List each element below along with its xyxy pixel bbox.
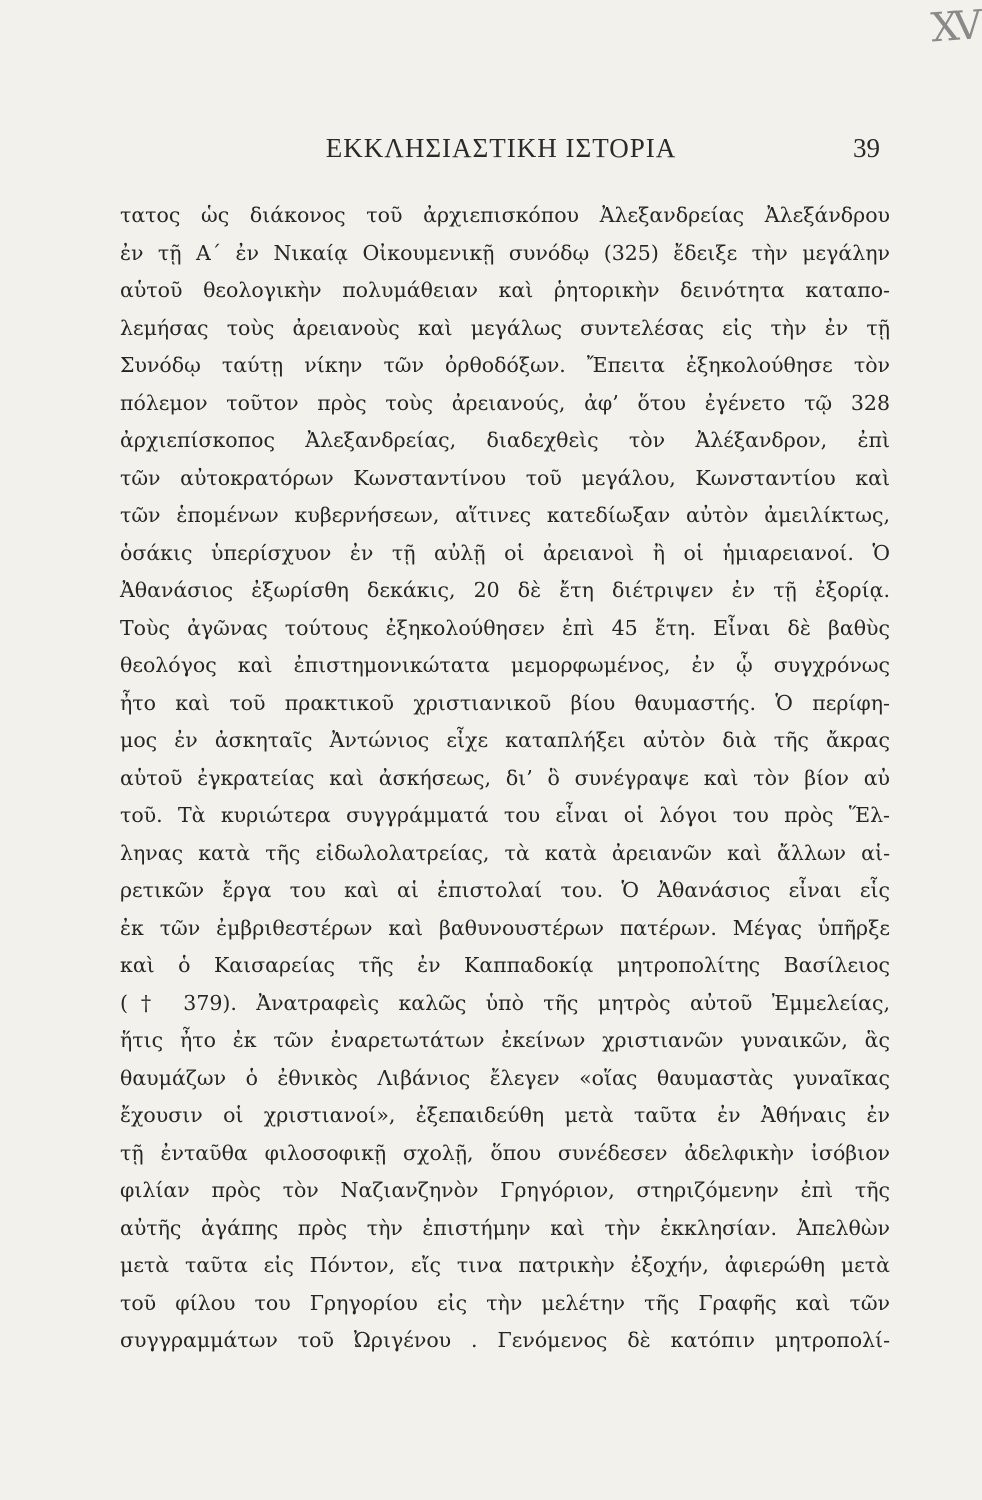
text-line: τῶν ἑπομένων κυβερνήσεων, αἵτινες κατεδίωξαν αὐτὸν ἀμειλίκτως, — [120, 503, 890, 527]
text-line: ἐν τῇ Α΄ ἐν Νικαίᾳ Οἰκουμενικῇ συνόδῳ (325) ἔδειξε τὴν μεγάλην — [120, 240, 890, 265]
text-line: Συνόδῳ ταύτῃ νίκην τῶν ὀρθοδόξων. Ἔπειτα ἐξηκολούθησε τὸν — [120, 353, 890, 377]
text-line: θαυμάζων ὁ ἐθνικὸς Λιβάνιος ἔλεγεν «οἵας θαυμαστὰς γυναῖκας — [120, 1065, 890, 1090]
text-line: θεολόγος καὶ ἐπιστημονικώτατα μεμορφωμένος, ἐν ᾧ συγχρόνως — [120, 653, 890, 677]
text-line: μετὰ ταῦτα εἰς Πόντον, εἴς τινα πατρικὴν ἐξοχήν, ἀφιερώθη μετὰ — [120, 1253, 890, 1277]
text-line: ἔχουσιν οἱ χριστιανοί», ἐξεπαιδεύθη μετὰ ταῦτα ἐν Ἀθήναις ἐν — [120, 1103, 890, 1127]
text-line: τοῦ φίλου του Γρηγορίου εἰς τὴν μελέτην τῆς Γραφῆς καὶ τῶν — [120, 1290, 890, 1315]
text-line: αὑτοῦ ἐγκρατείας καὶ ἀσκήσεως, δι’ ὃ συνέγραψε καὶ τὸν βίον αὐ — [120, 765, 890, 790]
text-line: συγγραμμάτων τοῦ Ὠριγένου . Γενόμενος δὲ κατόπιν μητροπολί- — [120, 1328, 890, 1352]
running-title: ΕΚΚΛΗΣΙΑΣΤΙΚΗ ΙΣΤΟΡΙΑ — [325, 133, 677, 163]
text-line: ἀρχιεπίσκοπος Ἀλεξανδρείας, διαδεχθεὶς τὸν Ἀλέξανδρον, ἐπὶ — [120, 428, 890, 452]
text-line: λεμήσας τοὺς ἀρειανοὺς καὶ μεγάλως συντελέσας εἰς τὴν ἐν τῇ — [120, 315, 890, 340]
body-text — [120, 197, 890, 1360]
text-line: († 379). Ἀνατραφεὶς καλῶς ὑπὸ τῆς μητρὸς αὐτοῦ Ἐμμελείας, — [120, 990, 890, 1015]
text-line: ρετικῶν ἔργα του καὶ αἱ ἐπιστολαί του. Ὁ Ἀθανάσιος εἶναι εἷς — [120, 878, 890, 902]
text-line: τατος ὡς διάκονος τοῦ ἀρχιεπισκόπου Ἀλεξανδρείας Ἀλεξάνδρου — [120, 203, 890, 227]
text-line: ἐκ τῶν ἐμβριθεστέρων καὶ βαθυνουστέρων πατέρων. Μέγας ὑπῆρξε — [120, 915, 890, 940]
text-line: τοῦ. Τὰ κυριώτερα συγγράμματά του εἶναι οἱ λόγοι του πρὸς Ἕλ- — [120, 803, 890, 827]
page-header — [120, 133, 882, 173]
text-line: Ἀθανάσιος ἐξωρίσθη δεκάκις, 20 δὲ ἔτη διέτριψεν ἐν τῇ ἐξορίᾳ. — [120, 578, 890, 602]
text-line: πόλεμον τοῦτον πρὸς τοὺς ἀρειανούς, ἀφ’ ὅτου ἐγένετο τῷ 328 — [120, 390, 890, 415]
text-line: φιλίαν πρὸς τὸν Ναζιανζηνὸν Γρηγόριον, στηριζόμενην ἐπὶ τῆς — [120, 1178, 890, 1202]
text-line: αὑτοῦ θεολογικὴν πολυμάθειαν καὶ ῥητορικὴν δεινότητα καταπο- — [120, 278, 890, 302]
page-number: 39 — [853, 133, 880, 163]
text-line: τῶν αὐτοκρατόρων Κωνσταντίνου τοῦ μεγάλου, Κωνσταντίου καὶ — [120, 465, 890, 490]
text-line: Τοὺς ἀγῶνας τούτους ἐξηκολούθησεν ἐπὶ 45 ἔτη. Εἶναι δὲ βαθὺς — [120, 615, 890, 640]
text-line: τῇ ἐνταῦθα φιλοσοφικῇ σχολῇ, ὅπου συνέδεσεν ἀδελφικὴν ἰσόβιον — [120, 1140, 890, 1165]
text-line: ἥτις ἦτο ἐκ τῶν ἐναρετωτάτων ἐκείνων χριστιανῶν γυναικῶν, ἃς — [120, 1028, 890, 1052]
text-line: ὁσάκις ὑπερίσχυον ἐν τῇ αὐλῇ οἱ ἀρειανοὶ ἢ οἱ ἡμιαρειανοί. Ὁ — [120, 540, 890, 565]
text-line: καὶ ὁ Καισαρείας τῆς ἐν Καππαδοκίᾳ μητροπολίτης Βασίλειος — [120, 953, 890, 977]
text-line: ληνας κατὰ τῆς εἰδωλολατρείας, τὰ κατὰ ἀρειανῶν καὶ ἄλλων αἱ- — [120, 840, 890, 865]
text-line: αὐτῆς ἀγάπης πρὸς τὴν ἐπιστήμην καὶ τὴν ἐκκλησίαν. Ἀπελθὼν — [120, 1215, 890, 1240]
corner-library-mark: XV — [929, 2, 978, 52]
text-line: ἦτο καὶ τοῦ πρακτικοῦ χριστιανικοῦ βίου θαυμαστής. Ὁ περίφη- — [120, 690, 890, 715]
text-line: μος ἐν ἀσκηταῖς Ἀντώνιος εἶχε καταπλήξει αὐτὸν διὰ τῆς ἄκρας — [120, 728, 890, 752]
